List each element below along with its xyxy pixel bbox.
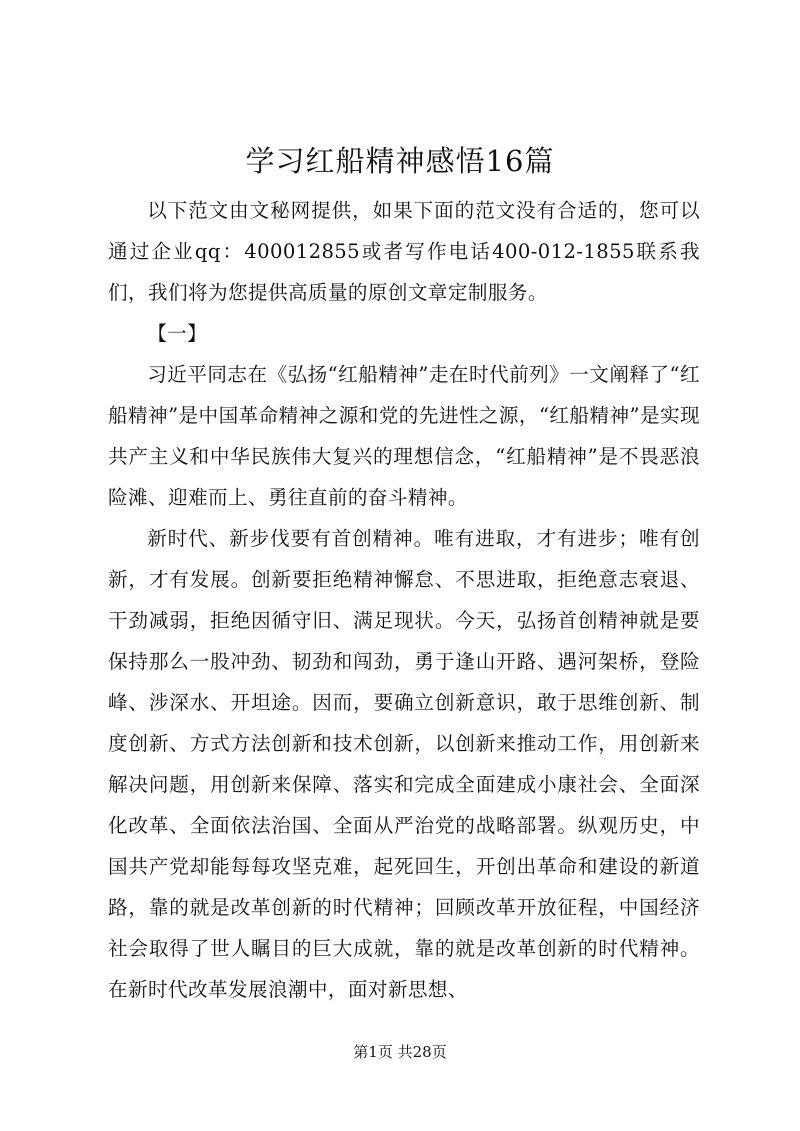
document-body	[108, 190, 700, 1010]
intro-paragraph: 以下范文由文秘网提供，如果下面的范文没有合适的，您可以通过企业qq：400012855或者写作电话400-012-1855联系我们，我们将为您提供高质量的原创文章定制服务。	[108, 199, 700, 304]
section-heading: 【一】	[147, 322, 208, 345]
document-title: 学习红船精神感悟16篇	[245, 144, 555, 178]
page-footer: 第1页 共28页	[353, 1043, 447, 1061]
body-paragraph-1: 习近平同志在《弘扬“红船精神”走在时代前列》一文阐释了“红船精神”是中国革命精神之源和党的先进性之源，“红船精神”是实现共产主义和中华民族伟大复兴的理想信念，“红船精神”是不畏恶浪险滩、迎难而上、勇往直前的奋斗精神。	[108, 363, 700, 509]
body-paragraph-2: 新时代、新步伐要有首创精神。唯有进取，才有进步；唯有创新，才有发展。创新要拒绝精神懈怠、不思进取，拒绝意志衰退、干劲减弱，拒绝因循守旧、满足现状。今天，弘扬首创精神就是要保持那么一股冲劲、韧劲和闯劲，勇于逢山开路、遇河架桥，登险峰、涉深水、开坦途。因而，要确立创新意识，敢于思维创新、制度创新、方式方法创新和技术创新，以创新来推动工作，用创新来解决问题，用创新来保障、落实和完成全面建成小康社会、全面深化改革、全面依法治国、全面从严治党的战略部署。纵观历史，中国共产党却能每每攻坚克难，起死回生，开创出革命和建设的新道路，靠的就是改革创新的时代精神；回顾改革开放征程，中国经济社会取得了世人瞩目的巨大成就，靠的就是改革创新的时代精神。在新时代改革发展浪潮中，面对新思想、	[108, 527, 700, 1001]
